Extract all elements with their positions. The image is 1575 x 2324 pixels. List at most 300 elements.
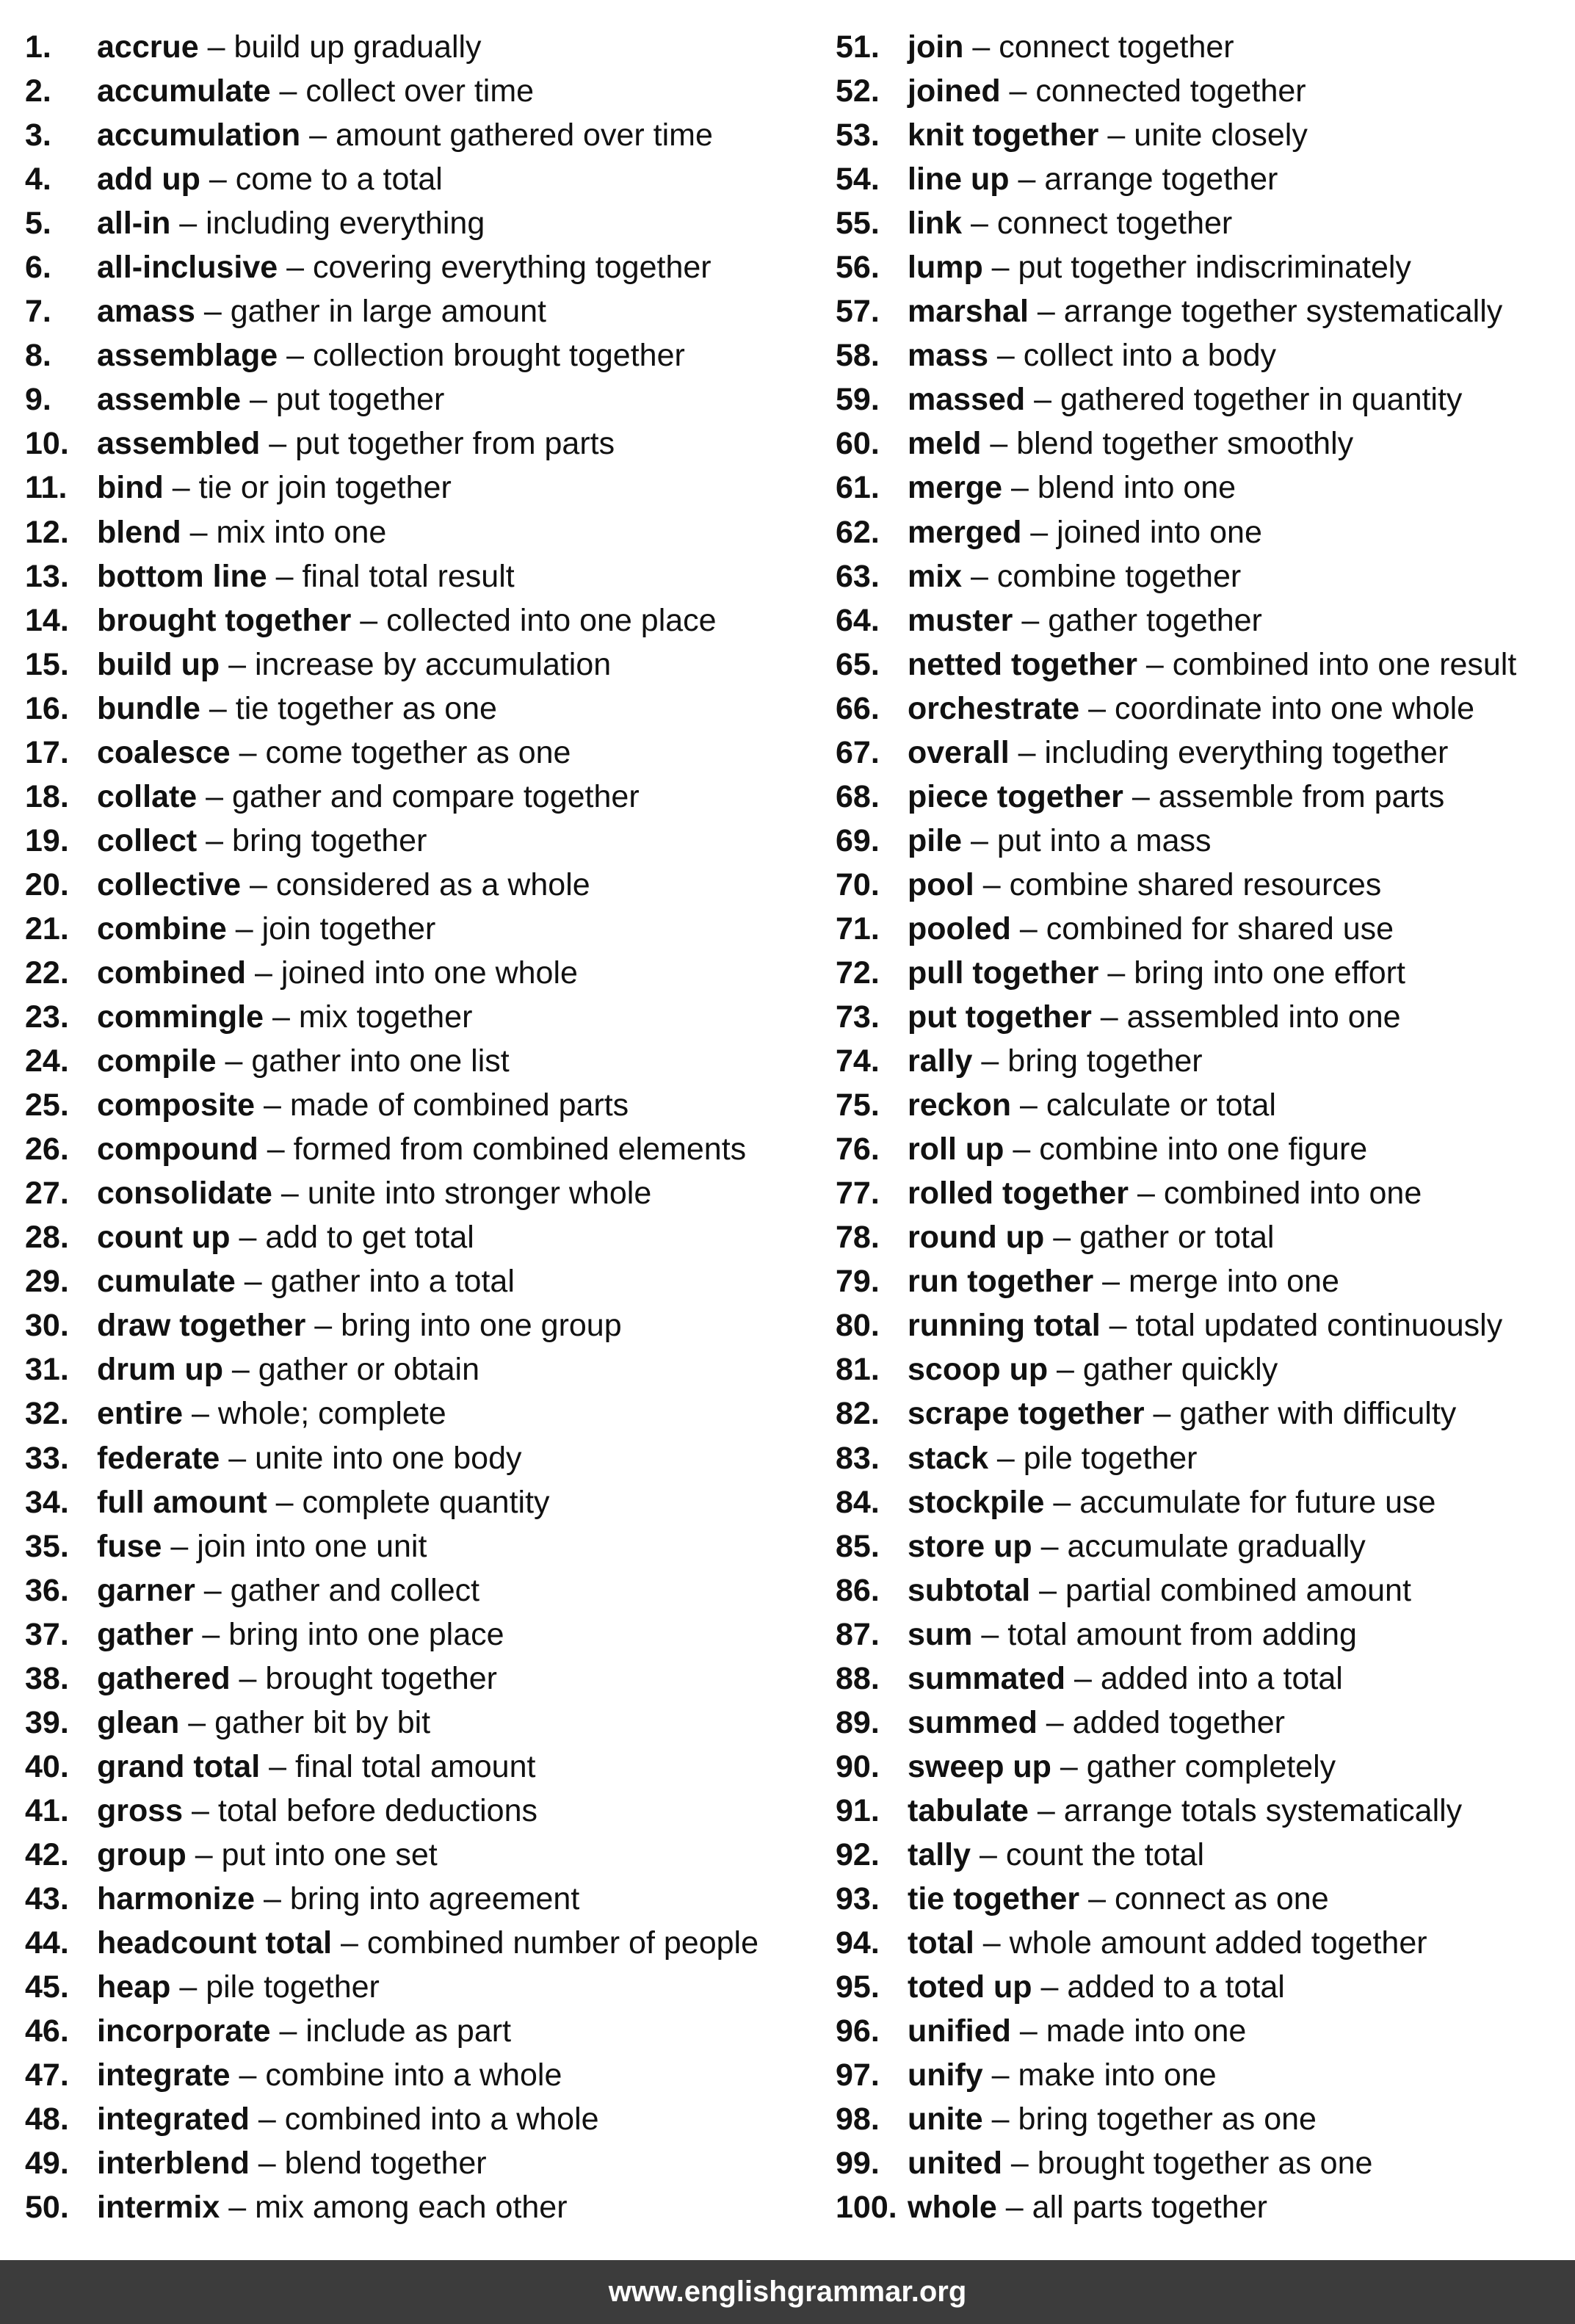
entry-definition: put together from parts	[295, 426, 615, 462]
list-item	[836, 1436, 1563, 1480]
list-item	[25, 25, 818, 69]
list-item	[836, 1833, 1563, 1877]
entry-number: 89.	[836, 1704, 880, 1740]
entry-definition: whole amount added together	[1009, 1925, 1427, 1961]
entry-number: 30.	[25, 1308, 69, 1344]
list-item	[25, 1524, 818, 1568]
entry-word: harmonize	[97, 1880, 256, 1916]
entry-number: 38.	[25, 1660, 69, 1696]
entry-word: bind	[97, 470, 164, 506]
entry-separator: –	[255, 1880, 290, 1916]
entry-number: 50.	[25, 2190, 69, 2226]
entry-word: pile	[908, 822, 963, 858]
entry-separator: –	[1048, 1352, 1083, 1388]
entry-definition: joined into one	[1057, 514, 1262, 550]
entry-separator: –	[972, 1043, 1008, 1079]
entry-definition: considered as a whole	[275, 866, 590, 902]
entry-separator: –	[1051, 1748, 1087, 1784]
entry-number: 52.	[836, 73, 880, 109]
entry-number: 49.	[25, 2146, 69, 2182]
entry-word: running total	[908, 1308, 1101, 1344]
entry-definition: including everything together	[1044, 734, 1449, 770]
list-item	[25, 1347, 818, 1391]
entry-word: run together	[908, 1264, 1094, 1300]
entry-separator: –	[1028, 294, 1064, 330]
entry-number: 100.	[836, 2190, 897, 2226]
footer-url[interactable]: www.englishgrammar.org	[0, 2260, 1575, 2324]
list-item	[25, 1745, 818, 1789]
entry-word: tabulate	[908, 1792, 1029, 1828]
entry-number: 11.	[25, 470, 68, 506]
entry-number: 73.	[836, 999, 880, 1035]
entry-word: compile	[97, 1043, 217, 1079]
entry-definition: unite closely	[1134, 117, 1308, 153]
entry-separator: –	[1009, 162, 1045, 198]
entry-separator: –	[230, 2057, 266, 2093]
entry-definition: blend into one	[1037, 470, 1237, 506]
entry-word: rolled together	[908, 1176, 1129, 1212]
entry-separator: –	[163, 470, 199, 506]
entry-separator: –	[1098, 955, 1134, 991]
entry-number: 72.	[836, 955, 880, 991]
entry-number: 42.	[25, 1836, 69, 1872]
entry-number: 81.	[836, 1352, 880, 1388]
entry-word: compound	[97, 1132, 258, 1168]
word-list-left-column	[25, 25, 818, 2229]
entry-definition: collected into one place	[386, 602, 717, 638]
entry-definition: mix among each other	[255, 2190, 568, 2226]
entry-separator: –	[332, 1925, 367, 1961]
entry-definition: brought together as one	[1037, 2146, 1373, 2182]
list-item	[836, 201, 1563, 245]
list-item	[25, 289, 818, 333]
entry-definition: join together	[261, 911, 436, 946]
list-item	[836, 1215, 1563, 1259]
entry-number: 14.	[25, 602, 69, 638]
entry-word: mass	[908, 338, 988, 374]
entry-number: 96.	[836, 2013, 880, 2049]
list-item	[836, 1303, 1563, 1347]
entry-definition: bring into one place	[228, 1616, 504, 1652]
list-item	[25, 2009, 818, 2053]
entry-number: 35.	[25, 1528, 69, 1564]
entry-word: joined	[908, 73, 1001, 109]
entry-word: consolidate	[97, 1176, 272, 1212]
list-item	[25, 1568, 818, 1612]
entry-definition: bring together	[1007, 1043, 1203, 1079]
list-item	[836, 995, 1563, 1039]
entry-word: drum up	[97, 1352, 223, 1388]
list-item	[836, 289, 1563, 333]
entry-number: 67.	[836, 734, 880, 770]
list-item	[25, 2053, 818, 2097]
entry-separator: –	[982, 2057, 1018, 2093]
entry-number: 8.	[25, 338, 51, 374]
list-item	[836, 951, 1563, 995]
entry-definition: total amount from adding	[1007, 1616, 1357, 1652]
entry-word: gross	[97, 1792, 184, 1828]
entry-definition: tie or join together	[198, 470, 452, 506]
list-item	[25, 1789, 818, 1833]
entry-number: 33.	[25, 1440, 69, 1476]
list-item	[25, 1171, 818, 1215]
entry-definition: put together	[275, 382, 445, 418]
list-item	[25, 907, 818, 951]
list-item	[836, 731, 1563, 775]
entry-definition: pile together	[206, 1969, 380, 2005]
entry-definition: combined into a whole	[284, 2102, 599, 2137]
entry-separator: –	[982, 2102, 1018, 2137]
entry-separator: –	[222, 1352, 258, 1388]
entry-number: 63.	[836, 558, 880, 594]
entry-separator: –	[241, 382, 276, 418]
entry-definition: combined into one result	[1172, 646, 1517, 682]
entry-word: amass	[97, 294, 195, 330]
list-item	[836, 1127, 1563, 1171]
entry-definition: joined into one whole	[280, 955, 578, 991]
entry-definition: assemble from parts	[1158, 778, 1445, 814]
entry-definition: combined for shared use	[1046, 911, 1394, 946]
entry-number: 75.	[836, 1087, 880, 1123]
entry-number: 56.	[836, 250, 880, 286]
entry-word: full amount	[97, 1484, 267, 1520]
entry-separator: –	[226, 911, 262, 946]
entry-definition: combine together	[996, 558, 1242, 594]
entry-definition: total before deductions	[217, 1792, 538, 1828]
entry-number: 95.	[836, 1969, 880, 2005]
entry-word: intermix	[97, 2190, 220, 2226]
entry-word: commingle	[97, 999, 264, 1035]
list-item	[836, 1039, 1563, 1083]
list-item	[836, 245, 1563, 289]
entry-word: all-inclusive	[97, 250, 278, 286]
entry-separator: –	[1011, 1087, 1046, 1123]
list-item	[836, 1701, 1563, 1745]
entry-definition: arrange together systematically	[1063, 294, 1503, 330]
entry-separator: –	[181, 514, 217, 550]
list-item	[25, 377, 818, 421]
entry-definition: bring into agreement	[289, 1880, 580, 1916]
entry-number: 5.	[25, 206, 51, 242]
list-item	[25, 1127, 818, 1171]
entry-definition: gather in large amount	[230, 294, 546, 330]
entry-word: cumulate	[97, 1264, 236, 1300]
entry-word: combine	[97, 911, 227, 946]
entry-separator: –	[198, 29, 234, 65]
entry-word: collect	[97, 822, 198, 858]
entry-separator: –	[179, 1704, 215, 1740]
entry-separator: –	[972, 1616, 1008, 1652]
entry-number: 77.	[836, 1176, 880, 1212]
entry-word: all-in	[97, 206, 171, 242]
entry-word: mix	[908, 558, 963, 594]
list-item	[836, 1391, 1563, 1436]
entry-definition: connect as one	[1114, 1880, 1329, 1916]
entry-word: federate	[97, 1440, 220, 1476]
entry-separator: –	[963, 29, 999, 65]
entry-definition: combined into one	[1163, 1176, 1422, 1212]
entry-number: 99.	[836, 2146, 880, 2182]
entry-word: fuse	[97, 1528, 162, 1564]
entry-word: coalesce	[97, 734, 231, 770]
entry-definition: come to a total	[235, 162, 443, 198]
entry-definition: bring together	[232, 822, 427, 858]
entry-word: rally	[908, 1043, 973, 1079]
entry-word: assemble	[97, 382, 242, 418]
entry-number: 34.	[25, 1484, 69, 1520]
entry-definition: gather into a total	[270, 1264, 515, 1300]
list-item	[836, 1480, 1563, 1524]
entry-separator: –	[971, 1836, 1006, 1872]
entry-number: 2.	[25, 73, 51, 109]
entry-word: pooled	[908, 911, 1011, 946]
list-item	[836, 819, 1563, 863]
entry-separator: –	[249, 2102, 285, 2137]
entry-definition: gather and compare together	[232, 778, 640, 814]
entry-word: interblend	[97, 2146, 250, 2182]
list-item	[25, 1612, 818, 1657]
entry-separator: –	[278, 250, 313, 286]
entry-word: whole	[908, 2190, 997, 2226]
entry-separator: –	[1004, 1132, 1040, 1168]
entry-separator: –	[249, 2146, 285, 2182]
entry-number: 12.	[25, 514, 69, 550]
list-item	[25, 1259, 818, 1303]
entry-definition: including everything	[206, 206, 485, 242]
list-item	[25, 2185, 818, 2229]
entry-separator: –	[246, 955, 281, 991]
entry-word: join	[908, 29, 964, 65]
entry-separator: –	[974, 1925, 1010, 1961]
entry-number: 97.	[836, 2057, 880, 2093]
entry-number: 21.	[25, 911, 69, 946]
entry-word: knit together	[908, 117, 1099, 153]
word-list-right-column	[836, 25, 1563, 2229]
entry-definition: connected together	[1035, 73, 1306, 109]
entry-separator: –	[982, 250, 1018, 286]
entry-word: grand total	[97, 1748, 261, 1784]
entry-definition: assembled into one	[1126, 999, 1401, 1035]
entry-separator: –	[220, 646, 255, 682]
entry-definition: combine into one figure	[1039, 1132, 1368, 1168]
entry-number: 58.	[836, 338, 880, 374]
entry-word: summed	[908, 1704, 1038, 1740]
list-item	[836, 554, 1563, 598]
entry-definition: accumulate gradually	[1067, 1528, 1366, 1564]
entry-definition: combined number of people	[366, 1925, 758, 1961]
entry-number: 93.	[836, 1880, 880, 1916]
entry-separator: –	[1021, 514, 1057, 550]
entry-definition: added together	[1072, 1704, 1285, 1740]
entry-separator: –	[981, 426, 1017, 462]
entry-definition: added into a total	[1100, 1660, 1343, 1696]
list-item	[836, 421, 1563, 466]
entry-separator: –	[200, 690, 236, 726]
entry-separator: –	[270, 73, 306, 109]
entry-definition: blend together	[284, 2146, 487, 2182]
entry-number: 28.	[25, 1220, 69, 1256]
entry-separator: –	[170, 1969, 206, 2005]
list-item	[25, 113, 818, 157]
entry-word: blend	[97, 514, 181, 550]
entry-word: netted together	[908, 646, 1137, 682]
entry-separator: –	[351, 602, 387, 638]
entry-number: 47.	[25, 2057, 69, 2093]
entry-definition: calculate or total	[1046, 1087, 1276, 1123]
entry-word: assembled	[97, 426, 261, 462]
entry-word: integrate	[97, 2057, 231, 2093]
entry-separator: –	[1000, 73, 1036, 109]
entry-number: 46.	[25, 2013, 69, 2049]
entry-definition: gather or total	[1079, 1220, 1275, 1256]
list-item	[25, 1480, 818, 1524]
entry-separator: –	[962, 822, 997, 858]
entry-number: 61.	[836, 470, 880, 506]
entry-definition: bring together as one	[1018, 2102, 1317, 2137]
entry-separator: –	[235, 1264, 271, 1300]
entry-definition: gather together	[1048, 602, 1262, 638]
entry-number: 87.	[836, 1616, 880, 1652]
entry-number: 31.	[25, 1352, 69, 1388]
entry-definition: bring into one group	[341, 1308, 622, 1344]
entry-separator: –	[1002, 470, 1038, 506]
entry-separator: –	[1079, 690, 1115, 726]
list-item	[25, 598, 818, 642]
entry-number: 55.	[836, 206, 880, 242]
entry-number: 79.	[836, 1264, 880, 1300]
entry-number: 40.	[25, 1748, 69, 1784]
list-item	[836, 2185, 1563, 2229]
entry-number: 24.	[25, 1043, 69, 1079]
entry-word: merged	[908, 514, 1022, 550]
entry-separator: –	[1032, 1528, 1068, 1564]
entry-number: 48.	[25, 2102, 69, 2137]
entry-word: orchestrate	[908, 690, 1080, 726]
entry-separator: –	[230, 734, 266, 770]
entry-separator: –	[996, 2190, 1032, 2226]
entry-word: build up	[97, 646, 220, 682]
entry-word: unified	[908, 2013, 1011, 2049]
entry-separator: –	[220, 1440, 256, 1476]
entry-separator: –	[1010, 2013, 1046, 2049]
list-item	[836, 1524, 1563, 1568]
list-item	[836, 333, 1563, 377]
entry-number: 65.	[836, 646, 880, 682]
entry-separator: –	[1129, 1176, 1164, 1212]
entry-separator: –	[258, 1132, 294, 1168]
entry-definition: made of combined parts	[289, 1087, 629, 1123]
entry-word: add up	[97, 162, 200, 198]
entry-definition: blend together smoothly	[1016, 426, 1354, 462]
entry-definition: make into one	[1018, 2057, 1217, 2093]
entry-number: 83.	[836, 1440, 880, 1476]
entry-number: 20.	[25, 866, 69, 902]
entry-number: 62.	[836, 514, 880, 550]
entry-separator: –	[974, 866, 1010, 902]
entry-separator: –	[197, 778, 233, 814]
entry-number: 43.	[25, 1880, 69, 1916]
entry-separator: –	[267, 558, 303, 594]
entry-separator: –	[183, 1396, 218, 1432]
entry-separator: –	[1093, 1264, 1129, 1300]
entry-separator: –	[183, 1792, 218, 1828]
entry-separator: –	[270, 2013, 306, 2049]
entry-word: pool	[908, 866, 974, 902]
list-item	[836, 1745, 1563, 1789]
list-item	[836, 377, 1563, 421]
list-item	[25, 1657, 818, 1701]
entry-word: massed	[908, 382, 1026, 418]
entry-separator: –	[195, 1572, 231, 1608]
entry-separator: –	[197, 822, 233, 858]
entry-definition: coordinate into one whole	[1115, 690, 1475, 726]
list-item	[25, 1083, 818, 1127]
entry-separator: –	[1002, 2146, 1038, 2182]
entry-word: link	[908, 206, 963, 242]
list-item	[25, 775, 818, 819]
entry-separator: –	[278, 338, 314, 374]
entry-number: 88.	[836, 1660, 880, 1696]
entry-word: lump	[908, 250, 983, 286]
list-item	[25, 510, 818, 554]
entry-word: headcount total	[97, 1925, 333, 1961]
entry-separator: –	[216, 1043, 252, 1079]
entry-number: 45.	[25, 1969, 69, 2005]
entry-number: 26.	[25, 1132, 69, 1168]
entry-number: 59.	[836, 382, 880, 418]
entry-number: 85.	[836, 1528, 880, 1564]
entry-definition: put into a mass	[996, 822, 1212, 858]
entry-word: summated	[908, 1660, 1066, 1696]
entry-word: round up	[908, 1220, 1045, 1256]
entry-definition: added to a total	[1067, 1969, 1285, 2005]
entry-definition: final total result	[302, 558, 515, 594]
entry-number: 92.	[836, 1836, 880, 1872]
list-item	[25, 333, 818, 377]
entry-word: bottom line	[97, 558, 267, 594]
entry-separator: –	[1010, 911, 1046, 946]
entry-definition: gathered together in quantity	[1060, 382, 1463, 418]
entry-definition: combine shared resources	[1009, 866, 1382, 902]
list-item	[836, 1347, 1563, 1391]
entry-definition: collection brought together	[313, 338, 685, 374]
entry-word: toted up	[908, 1969, 1032, 2005]
entry-definition: arrange together	[1044, 162, 1278, 198]
entry-number: 27.	[25, 1176, 69, 1212]
entry-number: 16.	[25, 690, 69, 726]
list-item	[25, 2141, 818, 2185]
list-item	[836, 2053, 1563, 2097]
entry-word: line up	[908, 162, 1010, 198]
entry-number: 82.	[836, 1396, 880, 1432]
entry-definition: join into one unit	[197, 1528, 427, 1564]
entry-definition: put together indiscriminately	[1018, 250, 1411, 286]
entry-separator: –	[267, 1484, 303, 1520]
entry-word: store up	[908, 1528, 1032, 1564]
entry-definition: final total amount	[294, 1748, 536, 1784]
entry-number: 32.	[25, 1396, 69, 1432]
entry-separator: –	[1100, 1308, 1136, 1344]
entry-word: gather	[97, 1616, 194, 1652]
entry-definition: arrange totals systematically	[1063, 1792, 1463, 1828]
entry-separator: –	[1025, 382, 1060, 418]
entry-separator: –	[1079, 1880, 1115, 1916]
entry-separator: –	[200, 162, 236, 198]
list-item	[25, 687, 818, 731]
entry-separator: –	[988, 1440, 1024, 1476]
entry-word: count up	[97, 1220, 231, 1256]
entry-number: 51.	[836, 29, 880, 65]
